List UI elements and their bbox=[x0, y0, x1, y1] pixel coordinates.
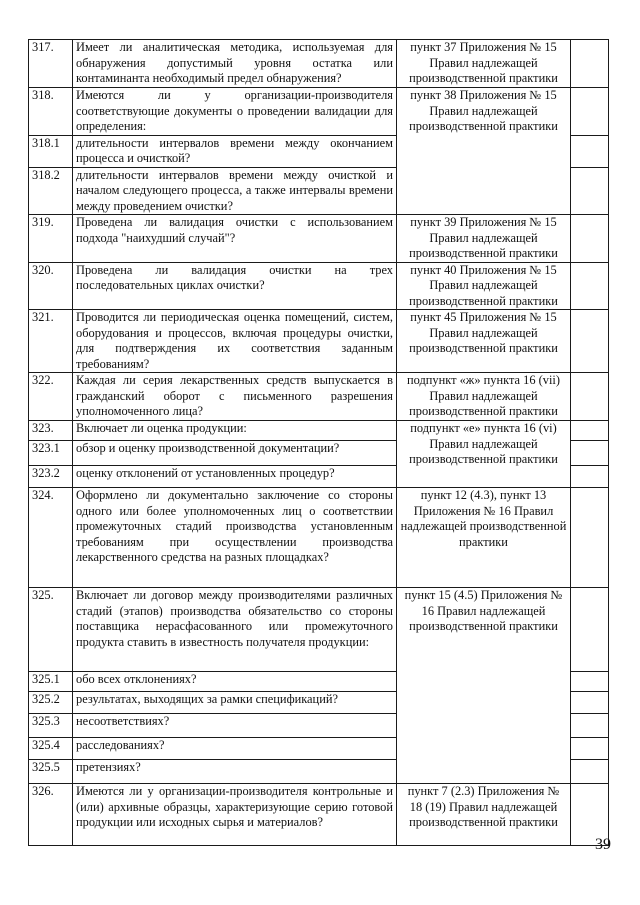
item-reference: пункт 7 (2.3) Приложения № 18 (19) Правил надлежащей производственной практики bbox=[397, 784, 571, 846]
item-question: Каждая ли серия лекарственных средств выпускается в гражданский оборот с письменного разрешения уполномоченного лица? bbox=[73, 373, 397, 421]
item-question: несоответствиях? bbox=[73, 714, 397, 738]
answer-cell bbox=[571, 714, 609, 738]
item-question: Имеются ли у организации-производителя соответствующие документы о проведении валидации для определения: bbox=[73, 88, 397, 136]
item-reference: пункт 39 Приложения № 15 Правил надлежащей производственной практики bbox=[397, 215, 571, 263]
table-row bbox=[29, 40, 609, 88]
item-number: 318. bbox=[29, 88, 73, 136]
item-question: длительности интервалов времени между окончанием процесса и очисткой? bbox=[73, 135, 397, 167]
item-reference: пункт 15 (4.5) Приложения № 16 Правил надлежащей производственной практики bbox=[397, 588, 571, 784]
answer-cell bbox=[571, 466, 609, 488]
item-number: 325.5 bbox=[29, 760, 73, 784]
item-question: Проводится ли периодическая оценка помещений, систем, оборудования и процессов, включая процедуры очистки, для подтверждения их соответствия заданным требованиям? bbox=[73, 310, 397, 373]
answer-cell bbox=[571, 672, 609, 692]
item-number: 326. bbox=[29, 784, 73, 846]
item-number: 319. bbox=[29, 215, 73, 263]
answer-cell bbox=[571, 88, 609, 136]
item-question: обзор и оценку производственной документации? bbox=[73, 441, 397, 466]
answer-cell bbox=[571, 167, 609, 215]
answer-cell bbox=[571, 262, 609, 310]
table-row bbox=[29, 488, 609, 588]
item-reference: пункт 12 (4.3), пункт 13 Приложения № 16 Правил надлежащей производственной практики bbox=[397, 488, 571, 588]
answer-cell bbox=[571, 40, 609, 88]
item-reference: пункт 45 Приложения № 15 Правил надлежащей производственной практики bbox=[397, 310, 571, 373]
item-reference: пункт 38 Приложения № 15 Правил надлежащей производственной практики bbox=[397, 88, 571, 215]
item-question: результатах, выходящих за рамки спецификаций? bbox=[73, 692, 397, 714]
answer-cell bbox=[571, 310, 609, 373]
item-number: 325. bbox=[29, 588, 73, 672]
item-question: Оформлено ли документально заключение со стороны одного или более уполномоченных лиц о соответствии промежуточных стадий производства установленным требованиям при осуществлении производства лекарственного средства на разных площадках? bbox=[73, 488, 397, 588]
item-number: 323.2 bbox=[29, 466, 73, 488]
checklist-table bbox=[28, 39, 609, 846]
item-number: 317. bbox=[29, 40, 73, 88]
item-reference: подпункт «е» пункта 16 (vi) Правил надлежащей производственной практики bbox=[397, 421, 571, 488]
page-number: 39 bbox=[595, 836, 611, 853]
item-question: расследованиях? bbox=[73, 738, 397, 760]
table-row bbox=[29, 784, 609, 846]
item-reference: подпункт «ж» пункта 16 (vii) Правил надлежащей производственной практики bbox=[397, 373, 571, 421]
item-question: Включает ли оценка продукции: bbox=[73, 421, 397, 441]
answer-cell bbox=[571, 421, 609, 441]
item-number: 318.1 bbox=[29, 135, 73, 167]
item-number: 320. bbox=[29, 262, 73, 310]
item-number: 325.2 bbox=[29, 692, 73, 714]
item-number: 318.2 bbox=[29, 167, 73, 215]
answer-cell bbox=[571, 135, 609, 167]
table-row bbox=[29, 310, 609, 373]
answer-cell bbox=[571, 588, 609, 672]
item-number: 323.1 bbox=[29, 441, 73, 466]
item-number: 325.1 bbox=[29, 672, 73, 692]
table-row bbox=[29, 588, 609, 672]
item-question: обо всех отклонениях? bbox=[73, 672, 397, 692]
answer-cell bbox=[571, 760, 609, 784]
answer-cell bbox=[571, 373, 609, 421]
answer-cell bbox=[571, 738, 609, 760]
item-question: оценку отклонений от установленных процедур? bbox=[73, 466, 397, 488]
table-row bbox=[29, 373, 609, 421]
table-row bbox=[29, 262, 609, 310]
item-question: Имеются ли у организации-производителя контрольные и (или) архивные образцы, характеризующие серию готовой продукции или исходных сырья и материалов? bbox=[73, 784, 397, 846]
item-number: 325.3 bbox=[29, 714, 73, 738]
table-row bbox=[29, 215, 609, 263]
item-question: длительности интервалов времени между очисткой и началом следующего процесса, а также интервалы времени между проведением очистки? bbox=[73, 167, 397, 215]
item-question: претензиях? bbox=[73, 760, 397, 784]
item-question: Имеет ли аналитическая методика, используемая для обнаружения допустимый уровня остатка или контаминанта необходимый предел обнаружения? bbox=[73, 40, 397, 88]
answer-cell bbox=[571, 692, 609, 714]
item-number: 324. bbox=[29, 488, 73, 588]
table-row bbox=[29, 88, 609, 136]
answer-cell bbox=[571, 488, 609, 588]
item-reference: пункт 40 Приложения № 15 Правил надлежащей производственной практики bbox=[397, 262, 571, 310]
item-number: 325.4 bbox=[29, 738, 73, 760]
item-question: Проведена ли валидация очистки с использованием подхода "наихудший случай"? bbox=[73, 215, 397, 263]
item-number: 322. bbox=[29, 373, 73, 421]
answer-cell bbox=[571, 215, 609, 263]
item-number: 321. bbox=[29, 310, 73, 373]
item-number: 323. bbox=[29, 421, 73, 441]
table-row bbox=[29, 421, 609, 441]
item-question: Проведена ли валидация очистки на трех последовательных циклах очистки? bbox=[73, 262, 397, 310]
item-reference: пункт 37 Приложения № 15 Правил надлежащей производственной практики bbox=[397, 40, 571, 88]
item-question: Включает ли договор между производителями различных стадий (этапов) производства обязательство со стороны поставщика нерасфасованного или промежуточного продукта ставить в известность получателя продукции: bbox=[73, 588, 397, 672]
answer-cell bbox=[571, 441, 609, 466]
